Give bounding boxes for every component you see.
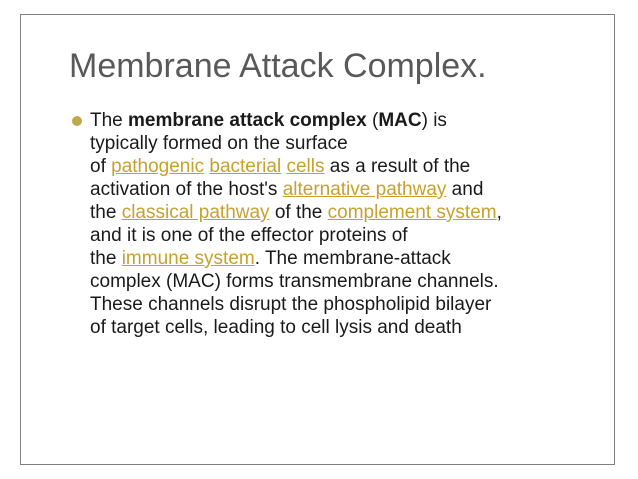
link-pathogenic[interactable]: pathogenic: [111, 156, 205, 177]
body-line-10: of target cells, leading to cell lysis and death: [90, 317, 462, 338]
body-line-9: These channels disrupt the phospholipid bilayer: [90, 294, 492, 315]
bullet-icon: [72, 116, 82, 126]
link-classical-pathway[interactable]: classical pathway: [121, 202, 270, 223]
term-mac: MAC: [378, 110, 422, 131]
slide-body-text: [90, 109, 610, 339]
body-line-3: of pathogenic bacterial cells as a result of the: [90, 156, 471, 177]
link-immune-system[interactable]: immune system: [121, 248, 255, 269]
link-bacterial[interactable]: bacterial: [209, 156, 282, 177]
slide-title: Membrane Attack Complex.: [69, 47, 487, 85]
body-line-6: and it is one of the effector proteins of: [90, 225, 408, 246]
link-complement-system[interactable]: complement system: [327, 202, 497, 223]
body-line-4: activation of the host's alternative pathway and: [90, 179, 484, 200]
body-line-2: typically formed on the surface: [90, 133, 348, 154]
body-line-7: the immune system. The membrane-attack: [90, 248, 451, 269]
body-line-5: the classical pathway of the complement system,: [90, 202, 502, 223]
body-line-8: complex (MAC) forms transmembrane channels.: [90, 271, 499, 292]
link-cells[interactable]: cells: [286, 156, 325, 177]
term-membrane-attack-complex: membrane attack complex: [128, 110, 367, 131]
link-alternative-pathway[interactable]: alternative pathway: [282, 179, 447, 200]
body-line-1: The membrane attack complex (MAC) is: [90, 110, 447, 131]
